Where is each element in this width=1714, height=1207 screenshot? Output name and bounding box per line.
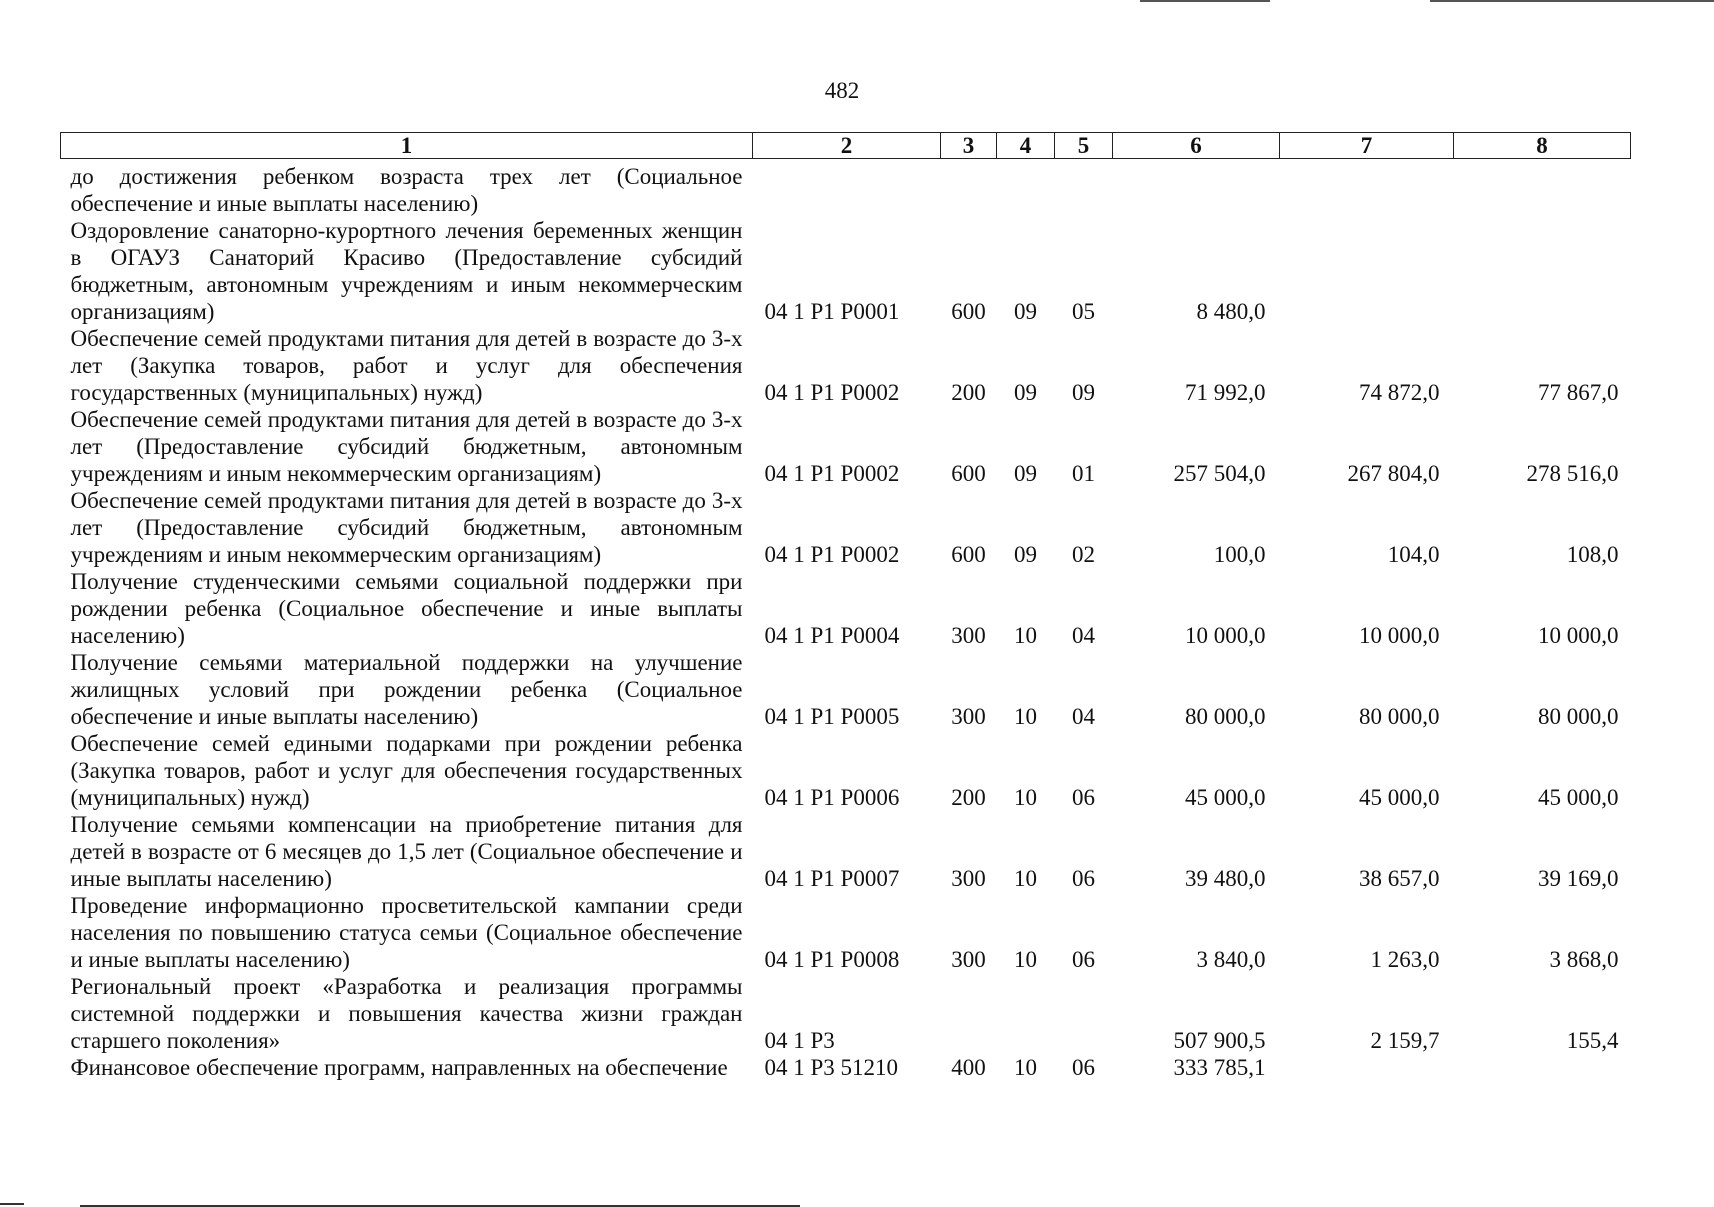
row-col3: 300 <box>951 704 986 729</box>
row-code: 04 1 P3 <box>764 1028 835 1053</box>
row-col7: 38 657,0 <box>1359 866 1440 891</box>
row-col7 <box>1280 217 1454 325</box>
top-rule-right <box>1430 0 1714 2</box>
row-col4: 09 <box>1014 461 1037 486</box>
row-code: 04 1 P1 P0006 <box>764 785 900 810</box>
column-header-1: 1 <box>61 133 753 159</box>
row-code: 04 1 P1 P0004 <box>764 623 900 648</box>
row-description: Оздоровление санаторно-курортного лечения беременных женщин в ОГАУЗ Санаторий Красиво (Предоставление субсидий бюджетным, автономным учреждениям и иным некоммерческим организациям) <box>70 218 743 324</box>
row-col3: 200 <box>951 380 986 405</box>
bottom-dash <box>0 1203 24 1205</box>
row-col5: 05 <box>1072 299 1095 324</box>
row-col3: 300 <box>951 623 986 648</box>
row-col5: 04 <box>1072 623 1095 648</box>
row-col8: 10 000,0 <box>1538 623 1619 648</box>
row-col4: 10 <box>1014 866 1037 891</box>
table-row <box>61 1054 1631 1081</box>
row-description: Региональный проект «Разработка и реализация программы системной поддержки и повышения качества жизни граждан старшего поколения» <box>70 974 743 1053</box>
row-description: Получение семьями материальной поддержки на улучшение жилищных условий при рождении ребенка (Социальное обеспечение и иные выплаты населению) <box>70 650 743 729</box>
row-col6: 39 480,0 <box>1185 866 1266 891</box>
row-col6: 3 840,0 <box>1196 947 1266 972</box>
row-description: Обеспечение семей продуктами питания для детей в возрасте до 3-х лет (Предоставление субсидий бюджетным, автономным учреждениям и иным некоммерческим организациям) <box>70 488 743 567</box>
row-col3: 300 <box>951 947 986 972</box>
row-col6: 80 000,0 <box>1185 704 1266 729</box>
row-code: 04 1 P1 P0001 <box>764 299 900 324</box>
row-col6: 100,0 <box>1213 542 1266 567</box>
row-col4: 10 <box>1014 704 1037 729</box>
row-code: 04 1 P1 P0007 <box>764 866 900 891</box>
column-header-4: 4 <box>997 133 1055 159</box>
row-col7 <box>1280 159 1454 218</box>
column-header-2: 2 <box>753 133 941 159</box>
table-row <box>61 325 1631 406</box>
row-description: до достижения ребенком возраста трех лет (Социальное обеспечение и иные выплаты населению) <box>70 164 743 216</box>
row-col7: 74 872,0 <box>1359 380 1440 405</box>
budget-table <box>60 132 1631 1081</box>
top-rule-left <box>1140 0 1270 2</box>
row-code: 04 1 P1 P0002 <box>764 542 900 567</box>
row-col5: 02 <box>1072 542 1095 567</box>
row-code: 04 1 P1 P0002 <box>764 380 900 405</box>
row-description: Получение студенческими семьями социальной поддержки при рождении ребенка (Социальное обеспечение и иные выплаты населению) <box>70 569 743 648</box>
row-col8: 155,4 <box>1566 1028 1619 1053</box>
row-description: Проведение информационно просветительской кампании среди населения по повышению статуса семьи (Социальное обеспечение и иные выплаты населению) <box>70 893 743 972</box>
row-col3 <box>941 159 997 218</box>
row-col3: 300 <box>951 866 986 891</box>
row-code: 04 1 P3 51210 <box>764 1055 899 1080</box>
row-col4: 10 <box>1014 623 1037 648</box>
row-col6 <box>1113 159 1280 218</box>
row-code: 04 1 P1 P0008 <box>764 947 900 972</box>
table-row <box>61 730 1631 811</box>
column-header-8: 8 <box>1454 133 1631 159</box>
row-col7: 267 804,0 <box>1347 461 1440 486</box>
table-row <box>61 406 1631 487</box>
row-col3: 600 <box>951 461 986 486</box>
row-col6: 71 992,0 <box>1185 380 1266 405</box>
row-col4: 09 <box>1014 380 1037 405</box>
table-row <box>61 217 1631 325</box>
row-col7 <box>1280 1054 1454 1081</box>
row-col6: 333 785,1 <box>1173 1055 1266 1080</box>
column-header-7: 7 <box>1280 133 1454 159</box>
row-description: Получение семьями компенсации на приобретение питания для детей в возрасте от 6 месяцев до 1,5 лет (Социальное обеспечение и иные выплаты населению) <box>70 812 743 891</box>
row-col5: 04 <box>1072 704 1095 729</box>
column-header-3: 3 <box>941 133 997 159</box>
row-col8: 278 516,0 <box>1526 461 1619 486</box>
row-col3: 600 <box>951 299 986 324</box>
table-row <box>61 159 1631 218</box>
row-col7: 10 000,0 <box>1359 623 1440 648</box>
row-col8: 3 868,0 <box>1549 947 1619 972</box>
column-header-6: 6 <box>1113 133 1280 159</box>
row-col8 <box>1454 159 1631 218</box>
row-col6: 257 504,0 <box>1173 461 1266 486</box>
row-col5: 09 <box>1072 380 1095 405</box>
row-col5: 06 <box>1072 785 1095 810</box>
row-col4: 10 <box>1014 947 1037 972</box>
row-col8: 45 000,0 <box>1538 785 1619 810</box>
row-col3: 600 <box>951 542 986 567</box>
row-description: Финансовое обеспечение программ, направленных на обеспечение <box>70 1055 728 1080</box>
row-col8 <box>1454 1054 1631 1081</box>
row-col5: 06 <box>1072 947 1095 972</box>
table-row <box>61 568 1631 649</box>
row-col5 <box>1055 973 1113 1054</box>
row-col7: 2 159,7 <box>1370 1028 1440 1053</box>
row-col4: 09 <box>1014 542 1037 567</box>
row-col8: 77 867,0 <box>1538 380 1619 405</box>
row-col5 <box>1055 159 1113 218</box>
row-col7: 45 000,0 <box>1359 785 1440 810</box>
row-code: 04 1 P1 P0002 <box>764 461 900 486</box>
row-col3 <box>941 973 997 1054</box>
row-description: Обеспечение семей продуктами питания для детей в возрасте до 3-х лет (Закупка товаров, работ и услуг для обеспечения государственных (муниципальных) нужд) <box>70 326 743 405</box>
row-col8 <box>1454 217 1631 325</box>
table-row <box>61 649 1631 730</box>
row-code <box>753 159 941 218</box>
row-col6: 10 000,0 <box>1185 623 1266 648</box>
row-col4 <box>997 973 1055 1054</box>
row-col6: 45 000,0 <box>1185 785 1266 810</box>
table-row <box>61 892 1631 973</box>
row-col3: 200 <box>951 785 986 810</box>
table-row <box>61 811 1631 892</box>
page-number: 482 <box>824 78 860 103</box>
table-row <box>61 487 1631 568</box>
column-header-5: 5 <box>1055 133 1113 159</box>
row-description: Обеспечение семей едиными подарками при рождении ребенка (Закупка товаров, работ и услуг для обеспечения государственных (муниципальных) нужд) <box>70 731 743 810</box>
row-col8: 108,0 <box>1566 542 1619 567</box>
row-col4: 10 <box>1014 1055 1037 1080</box>
row-col5: 06 <box>1072 1055 1095 1080</box>
row-col4: 10 <box>1014 785 1037 810</box>
row-code: 04 1 P1 P0005 <box>764 704 900 729</box>
row-col5: 01 <box>1072 461 1095 486</box>
row-col7: 80 000,0 <box>1359 704 1440 729</box>
header-row <box>61 133 1631 159</box>
row-col8: 39 169,0 <box>1538 866 1619 891</box>
row-col4: 09 <box>1014 299 1037 324</box>
row-col6: 8 480,0 <box>1196 299 1266 324</box>
row-col7: 1 263,0 <box>1370 947 1440 972</box>
row-col6: 507 900,5 <box>1173 1028 1266 1053</box>
row-col8: 80 000,0 <box>1538 704 1619 729</box>
table-row <box>61 973 1631 1054</box>
row-col7: 104,0 <box>1387 542 1440 567</box>
row-col3: 400 <box>951 1055 986 1080</box>
row-col4 <box>997 159 1055 218</box>
row-description: Обеспечение семей продуктами питания для детей в возрасте до 3-х лет (Предоставление субсидий бюджетным, автономным учреждениям и иным некоммерческим организациям) <box>70 407 743 486</box>
row-col5: 06 <box>1072 866 1095 891</box>
